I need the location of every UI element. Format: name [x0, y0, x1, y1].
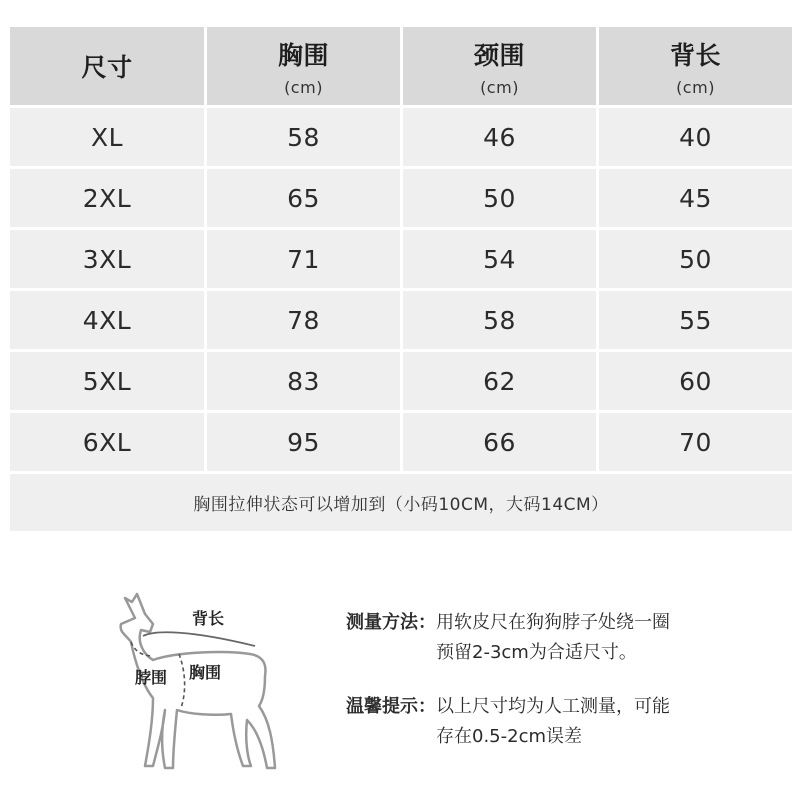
size-cell: XL: [10, 108, 204, 166]
header-back-label: 背长: [669, 40, 721, 70]
header-neck-label: 颈围: [473, 40, 525, 70]
table-row: [10, 230, 792, 288]
back-length-label: 背长: [192, 609, 225, 628]
header-size: [10, 27, 204, 105]
dog-measurement-diagram: [95, 590, 315, 790]
neck-cell: 62: [403, 352, 596, 410]
neck-cell: 66: [403, 413, 596, 471]
neck-cell: 54: [403, 230, 596, 288]
header-back-unit: (cm): [676, 77, 715, 97]
table-row: [10, 169, 792, 227]
chest-girth-label: 胸围: [189, 663, 222, 682]
size-cell: 3XL: [10, 230, 204, 288]
back-cell: 40: [599, 108, 792, 166]
neck-girth-label: 脖围: [135, 668, 168, 687]
back-cell: 55: [599, 291, 792, 349]
stretch-note: 胸围拉伸状态可以增加到（小码10CM，大码14CM）: [10, 474, 792, 531]
back-cell: 45: [599, 169, 792, 227]
back-cell: 50: [599, 230, 792, 288]
neck-cell: 50: [403, 169, 596, 227]
warm-tip-line1: 以上尺寸均为人工测量，可能: [436, 696, 670, 717]
size-cell: 6XL: [10, 413, 204, 471]
warm-tip: [346, 692, 670, 752]
table-row: [10, 291, 792, 349]
header-chest: [207, 27, 400, 105]
chest-cell: 65: [207, 169, 400, 227]
size-table: [10, 27, 792, 531]
back-cell: 60: [599, 352, 792, 410]
table-header-row: [10, 27, 792, 105]
chest-cell: 71: [207, 230, 400, 288]
measure-method-line1: 用软皮尺在狗狗脖子处绕一圈: [436, 612, 670, 633]
measure-method-line2: 预留2-3cm为合适尺寸。: [436, 642, 637, 663]
header-chest-unit: (cm): [284, 77, 323, 97]
chest-cell: 58: [207, 108, 400, 166]
header-size-label: 尺寸: [81, 53, 133, 82]
size-cell: 2XL: [10, 169, 204, 227]
neck-cell: 46: [403, 108, 596, 166]
size-cell: 5XL: [10, 352, 204, 410]
warm-tip-label: 温馨提示：: [346, 696, 436, 717]
size-cell: 4XL: [10, 291, 204, 349]
chest-cell: 78: [207, 291, 400, 349]
table-row: [10, 413, 792, 471]
header-back: [599, 27, 792, 105]
back-cell: 70: [599, 413, 792, 471]
header-chest-label: 胸围: [277, 40, 329, 70]
table-row: [10, 108, 792, 166]
measure-method: [346, 608, 670, 668]
chest-cell: 83: [207, 352, 400, 410]
neck-cell: 58: [403, 291, 596, 349]
measure-method-label: 测量方法：: [346, 612, 436, 633]
header-neck-unit: (cm): [480, 77, 519, 97]
table-row: [10, 352, 792, 410]
header-neck: [403, 27, 596, 105]
warm-tip-line2: 存在0.5-2cm误差: [436, 726, 583, 747]
chest-cell: 95: [207, 413, 400, 471]
